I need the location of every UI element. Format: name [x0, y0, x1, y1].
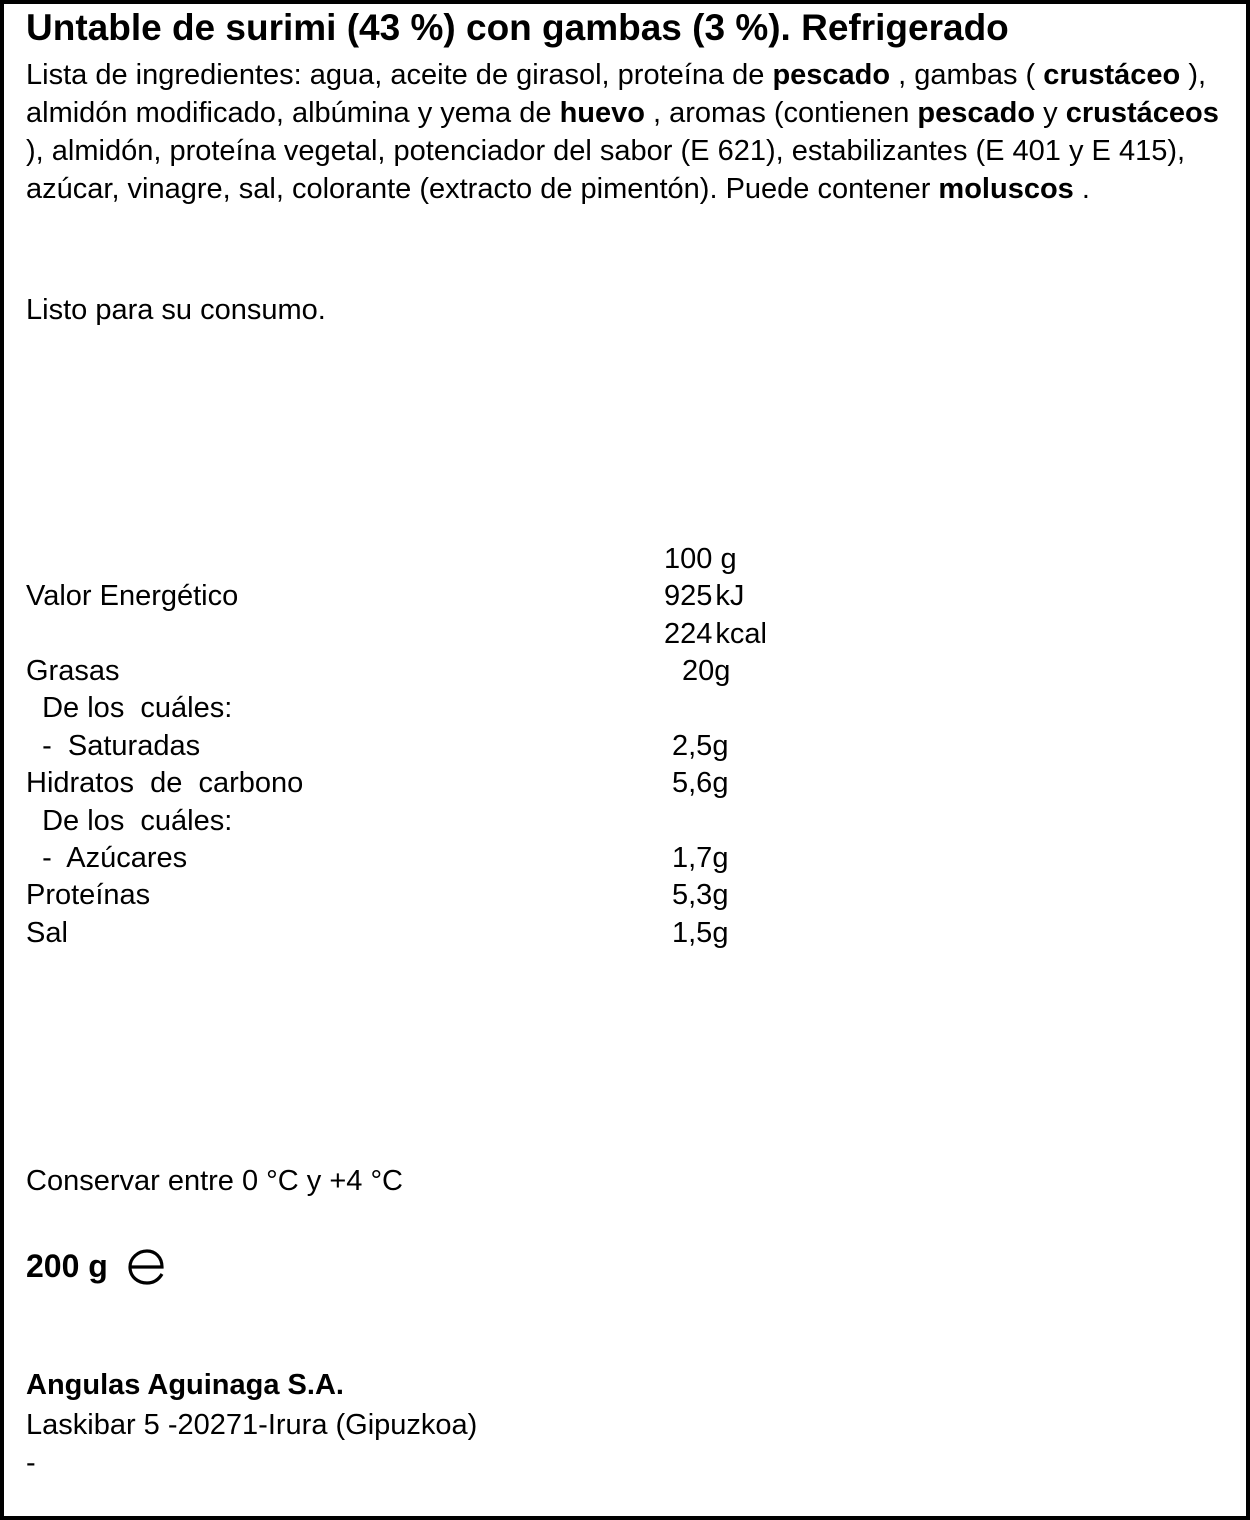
nutrition-row-value: 5,6g [672, 767, 729, 799]
ingredients-text: ), almidón, proteína vegetal, potenciador del sabor (E 621), estabilizantes (E 401 y E 415), azúcar, vinagre, sal, colorante (extracto de pimentón). Puede contener [26, 135, 1186, 205]
nutrition-row-label: De los cuáles: [26, 805, 233, 837]
nutrition-row-value: 20g [682, 655, 731, 687]
storage-instructions: Conservar entre 0 °C y +4 °C [26, 1165, 403, 1197]
nutrition-row-label: Grasas [26, 655, 120, 687]
ingredients-list [26, 56, 1226, 208]
estimated-sign-icon [126, 1247, 168, 1287]
ingredients-text: , aromas (contienen [644, 97, 918, 129]
nutrition-row-label: Sal [26, 917, 68, 949]
allergen-highlight: pescado [917, 97, 1036, 129]
nutrition-row-value: 1,7g [672, 842, 729, 874]
energy-label: Valor Energético [26, 580, 239, 612]
company-name: Angulas Aguinaga S.A. [26, 1369, 344, 1401]
energy-kcal-value: 224 [664, 618, 713, 650]
net-weight: 200 g [26, 1248, 108, 1284]
allergen-highlight: moluscos [938, 173, 1074, 205]
nutrition-row-value: 1,5g [672, 917, 729, 949]
nutrition-row-label: Proteínas [26, 879, 151, 911]
company-address: Laskibar 5 -20271-Irura (Gipuzkoa) [26, 1409, 478, 1441]
product-title: Untable de surimi (43 %) con gambas (3 %). Refrigerado [26, 7, 1009, 48]
company-extra: - [26, 1447, 36, 1479]
nutrition-column-header: 100 g [664, 543, 737, 575]
ingredients-text: ), almidón modificado, albúmina y yema de [26, 59, 1207, 129]
allergen-highlight: pescado [772, 59, 891, 91]
energy-kj-unit: kJ [715, 580, 745, 612]
nutrition-row-label: - Azúcares [26, 842, 188, 874]
allergen-highlight: crustáceo [1043, 59, 1181, 91]
nutrition-row-label: De los cuáles: [26, 692, 233, 724]
energy-kj-value: 925 [664, 580, 713, 612]
energy-kcal [664, 615, 767, 653]
allergen-highlight: crustáceos [1065, 97, 1219, 129]
nutrition-row-label: - Saturadas [26, 730, 201, 762]
ready-to-eat-note: Listo para su consumo. [26, 294, 326, 326]
energy-kj [664, 577, 744, 615]
ingredients-text: Lista de ingredientes: agua, aceite de girasol, proteína de [26, 59, 773, 91]
energy-kcal-unit: kcal [715, 618, 767, 650]
nutrition-row-value: 5,3g [672, 879, 729, 911]
nutrition-row-label: Hidratos de carbono [26, 767, 304, 799]
allergen-highlight: huevo [559, 97, 645, 129]
ingredients-text: . [1073, 173, 1090, 205]
nutrition-row-value: 2,5g [672, 730, 729, 762]
ingredients-text: y [1035, 97, 1066, 129]
ingredients-text: , gambas ( [890, 59, 1044, 91]
